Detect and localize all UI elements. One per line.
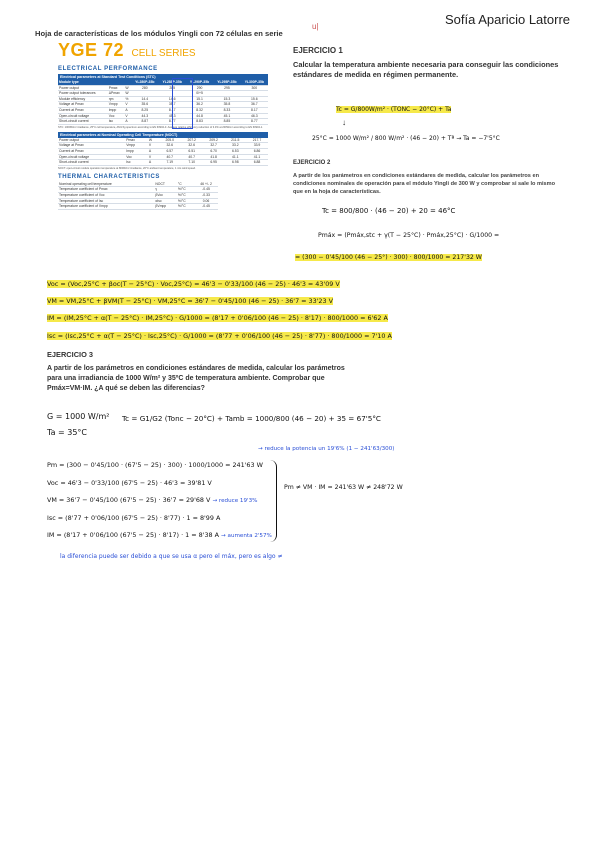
noct-cell: Isc	[125, 160, 148, 166]
stc-table	[58, 80, 268, 125]
ex2-voc-value: Voc = (Voc,25°C + βoc(T − 25°C) · Voc,25°C) = 46'3 − 0'33/100 (46 − 25) · 46'3 = 43'09 V	[47, 280, 340, 288]
thermal-cell: -0.33	[194, 192, 218, 198]
noct-cell: 7.10	[181, 160, 203, 166]
noct-cell: 211.5	[225, 138, 246, 143]
stc-cell: YL300P-35b	[241, 80, 268, 85]
stc-cell: 45.3	[158, 113, 185, 119]
stc-cell: 300	[241, 85, 268, 91]
noct-cell: 6.88	[246, 160, 268, 166]
noct-cell: Power output	[58, 138, 125, 143]
noct-cell: 6.70	[203, 148, 225, 154]
noct-cell: 40.7	[159, 154, 181, 160]
ex2-im-value: IM = (IM,25°C + α(T − 25°C) · IM,25°C) · G/1000 = (8'17 + 0'06/100 (46 − 25) · 8'17) · 800/1000 = 6'62 A	[47, 314, 388, 322]
noct-cell: 41.1	[225, 154, 246, 160]
ex3-voc-line: Voc = 46'3 − 0'33/100 (67'5 − 25) · 46'3 = 39'81 V	[47, 479, 212, 487]
stc-cell: V	[124, 102, 131, 108]
brand-title: YGE 72	[58, 40, 125, 60]
stc-cell: Module type	[58, 80, 108, 85]
stc-cell: Vmpp	[108, 102, 125, 108]
noct-cell: 6.98	[225, 160, 246, 166]
thermal-cell: 46 +/- 2	[194, 182, 218, 187]
thermal-cell: αIsc	[154, 198, 177, 204]
stc-cell: A	[124, 107, 131, 113]
stc-cell: 15.3	[213, 96, 240, 102]
noct-cell: 6.57	[159, 148, 181, 154]
noct-cell: V	[148, 154, 159, 160]
stc-cell: Module efficiency	[58, 96, 108, 102]
thermal-cell: NOCT	[154, 182, 177, 187]
noct-cell: 32.6	[159, 143, 181, 149]
stc-cell: W	[124, 91, 131, 97]
noct-row	[58, 160, 268, 166]
noct-cell: 217.7	[246, 138, 268, 143]
stc-cell: Voc	[108, 113, 125, 119]
brand-series: CELL SERIES	[131, 48, 196, 59]
stc-cell: Impp	[108, 107, 125, 113]
ex2-voc-line	[47, 280, 340, 288]
ex3-given-temp: Ta = 35°C	[47, 428, 88, 437]
noct-cell: 209.2	[203, 138, 225, 143]
stc-cell: 290	[186, 85, 213, 91]
ex3-vm-note: → reduce 19'3%	[212, 498, 258, 504]
thermal-cell: -0.45	[194, 204, 218, 210]
noct-cell: Open-circuit voltage	[58, 154, 125, 160]
ex3-title: EJERCICIO 3	[47, 350, 94, 359]
noct-cell: 41.1	[246, 154, 268, 160]
stc-cell: 14.4	[131, 96, 158, 102]
ex2-pmax-result	[295, 254, 482, 261]
noct-cell: 32.7	[203, 143, 225, 149]
stc-cell: 0/+5	[186, 91, 213, 97]
thermal-cell: %/°C	[177, 187, 194, 193]
noct-cell: 205.0	[159, 138, 181, 143]
ex3-brace	[270, 460, 277, 542]
electrical-section-title: ELECTRICAL PERFORMANCE	[58, 66, 158, 72]
thermal-cell: %/°C	[177, 198, 194, 204]
stc-cell: 285	[158, 85, 185, 91]
noct-table	[58, 138, 268, 166]
ex1-title: EJERCICIO 1	[293, 46, 343, 55]
stc-cell: 8.85	[213, 119, 240, 125]
noct-cell: 41.8	[203, 154, 225, 160]
stc-cell: YL290P-35b	[186, 80, 213, 85]
stc-cell: 8.83	[186, 119, 213, 125]
thermal-cell: -0.45	[194, 187, 218, 193]
ex1-formula-text: Tc = G/800W/m² · (TONC − 20°C) + Ta	[336, 106, 452, 113]
stc-cell: 44.8	[186, 113, 213, 119]
thermal-table	[58, 182, 218, 210]
noct-note: NOCT: open-circuit module operation temperature at 800W/m² irradiance, 20°C ambient temperature, 1 m/s wind speed.	[58, 166, 196, 170]
ex3-tc-line: Tc = G1/G2 (Tonc − 20°C) + Tamb = 1000/800 (46 − 20) + 35 = 67'5°C	[122, 414, 381, 423]
thermal-cell: Nominal operating cell temperature	[58, 182, 154, 187]
stc-cell: ηm	[108, 96, 125, 102]
stc-cell: YL280P-35b	[131, 80, 158, 85]
noct-cell: Voltage at Pmax	[58, 143, 125, 149]
datasheet-heading: Hoja de características de los módulos Yingli con 72 células en serie	[35, 29, 283, 38]
stc-cell: 8.32	[186, 107, 213, 113]
ex3-im-line	[47, 531, 272, 539]
noct-cell: 33.2	[225, 143, 246, 149]
stc-cell: Open-circuit voltage	[58, 113, 108, 119]
noct-cell: V	[148, 143, 159, 149]
stc-cell: %	[124, 96, 131, 102]
stc-cell: 36.2	[186, 102, 213, 108]
ex2-vm-value: VM = VM,25°C + βVM(T − 25°C) · VM,25°C = 36'7 − 0'45/100 (46 − 25) · 36'7 = 33'23 V	[47, 297, 333, 305]
thermal-cell: %/°C	[177, 192, 194, 198]
stc-cell: V	[124, 113, 131, 119]
stc-cell: 15.6	[241, 96, 268, 102]
ex3-conclusion: la diferencia puede ser debido a que se usa α pero el máx, pero es algo ≠	[60, 553, 283, 560]
ex3-isc-line: Isc = (8'77 + 0'06/100 (67'5 − 25) · 8'77) · 1 = 8'99 A	[47, 514, 221, 522]
stc-cell: 8.25	[131, 107, 158, 113]
ex2-tc-line: Tc = 800/800 · (46 − 20) + 20 = 46°C	[322, 207, 456, 215]
ex3-im-text: IM = (8'17 + 0'06/100 (67'5 − 25) · 8'17) · 1 = 8'38 A	[47, 531, 219, 539]
stc-cell: 8.17	[158, 107, 185, 113]
stc-cell: A	[124, 119, 131, 125]
ex3-vm-line	[47, 496, 257, 504]
stc-cell: 46.3	[241, 113, 268, 119]
ex2-title: EJERCICIO 2	[293, 160, 331, 166]
stc-cell: Isc	[108, 119, 125, 125]
stc-cell: Current at Pmax	[58, 107, 108, 113]
noct-cell: Current at Pmax	[58, 148, 125, 154]
noct-cell: W	[148, 138, 159, 143]
ex3-given-irradiance: G = 1000 W/m²	[47, 412, 110, 421]
stc-cell: 8.17	[241, 107, 268, 113]
thermal-cell: %/°C	[177, 204, 194, 210]
ex3-pm-line: Pm = (300 − 0'45/100 · (67'5 − 25) · 300) · 1000/1000 = 241'63 W	[47, 461, 263, 469]
stc-cell: 295	[213, 85, 240, 91]
stc-cell: 44.3	[131, 113, 158, 119]
ex2-pmax-line: Pmáx = (Pmáx,stc + γ(T − 25°C) · Pmáx,25°C) · G/1000 =	[318, 232, 500, 239]
thermal-cell: °C	[177, 182, 194, 187]
noct-cell: A	[148, 160, 159, 166]
thermal-section-title: THERMAL CHARACTERISTICS	[58, 173, 161, 180]
ex2-question: A partir de los parámetros en condiciones estándares de medida, calcular los parámetros en condiciones nominales de operación para el módulo Yingli de 300 W y comprobar si sale lo mismo que en la hoja de características.	[293, 173, 556, 195]
stc-cell: 15.1	[186, 96, 213, 102]
stc-cell: Power output	[58, 85, 108, 91]
stc-cell: 8.87	[131, 119, 158, 125]
ex2-isc-value: Isc = (Isc,25°C + α(T − 25°C) · Isc,25°C) · G/1000 = (8'77 + 0'06/100 (46 − 25) · 8'77) · 800/1000 = 7'10 A	[47, 332, 392, 340]
ex1-calculation: 25°C = 1000 W/m² / 800 W/m² · (46 − 20) + Tª → Ta = −7'5°C	[312, 135, 500, 142]
stc-cell: Voltage at Pmax	[58, 102, 108, 108]
noct-cell: 6.51	[181, 148, 203, 154]
noct-cell: A	[148, 148, 159, 154]
ex2-isc-line	[47, 332, 392, 340]
stc-row	[58, 119, 268, 125]
noct-cell: Voc	[125, 154, 148, 160]
thermal-cell: Temperature coefficient of Voc	[58, 192, 154, 198]
ex2-vm-line	[47, 297, 333, 305]
stc-cell: 35.8	[213, 102, 240, 108]
ex1-question: Calcular la temperatura ambiente necesaria para conseguir las condiciones estándares de medida en régimen permanente.	[293, 60, 559, 79]
noct-cell: Pmax	[125, 138, 148, 143]
ex3-power-reduction-note: → reduce la potencia un 19'6% (1 − 241'63/300)	[258, 446, 395, 452]
stc-cell: 8.33	[213, 107, 240, 113]
noct-cell: Short-circuit current	[58, 160, 125, 166]
stc-cell: 8.77	[158, 119, 185, 125]
noct-cell: 207.2	[181, 138, 203, 143]
stc-cell: 8.77	[241, 119, 268, 125]
stc-cell: 36.7	[241, 102, 268, 108]
author-name: Sofía Aparicio Latorre	[445, 12, 571, 27]
thermal-cell: Temperature coefficient of Pmax	[58, 187, 154, 193]
ex1-arrow: ↓	[342, 118, 346, 127]
noct-cell: 33.9	[246, 143, 268, 149]
stc-cell: 280	[131, 85, 158, 91]
datasheet-brand-row	[58, 40, 268, 62]
stc-note: STC: 1000W/m² irradiance, 25°C cell temperature, AM1.5g spectrum according to EN 60904-3. Average relative efficiency reduction of 3.3% at 200W/m² according to EN 60904-1.	[58, 125, 263, 129]
noct-cell: 32.6	[181, 143, 203, 149]
thermal-cell: Temperature coefficient of Isc	[58, 198, 154, 204]
noct-cell: Impp	[125, 148, 148, 154]
noct-cell: Vmpp	[125, 143, 148, 149]
ex3-vm-text: VM = 36'7 − 0'45/100 (67'5 − 25) · 36'7 = 29'68 V	[47, 496, 211, 504]
stc-cell: Short-circuit current	[58, 119, 108, 125]
thermal-cell: βVmpp	[154, 204, 177, 210]
ex1-formula	[336, 106, 451, 113]
thermal-cell: Temperature coefficient of Vmpp	[58, 204, 154, 210]
thermal-cell: γ	[154, 187, 177, 193]
ex3-check-line: Pm ≠ VM · IM = 241'63 W ≠ 248'72 W	[284, 484, 403, 491]
ex3-im-note: → aumenta 2'57%	[221, 533, 272, 539]
stc-cell: Power output tolerances	[58, 91, 108, 97]
thermal-row	[58, 204, 218, 210]
ex3-question: A partir de los parámetros en condiciones estándares de medida, calcular los parámetros para una irradiancia de 1000 W/m² y 35ºC de temperatura ambiente. Comprobar que Pmáx=VM·IM. ¿A qué se deben las diferencias?	[47, 365, 345, 392]
stc-cell: YL295P-35b	[213, 80, 240, 85]
stc-cell: 35.7	[158, 102, 185, 108]
thermal-cell: βVoc	[154, 192, 177, 198]
stc-cell: W	[124, 85, 131, 91]
noct-cell: 40.7	[181, 154, 203, 160]
stc-table-title: Electrical parameters at Standard Test Conditions (STC)	[58, 74, 268, 80]
noct-cell: 6.86	[246, 148, 268, 154]
noct-cell: 6.95	[203, 160, 225, 166]
thermal-cell: 0.06	[194, 198, 218, 204]
stc-cell: YL285P-35b	[158, 80, 185, 85]
noct-cell: 7.19	[159, 160, 181, 166]
datasheet	[58, 40, 268, 210]
noct-cell: 6.53	[225, 148, 246, 154]
stc-cell: 14.6	[158, 96, 185, 102]
stc-cell: 35.6	[131, 102, 158, 108]
stc-column-highlight	[172, 78, 193, 129]
stc-cell: ΔPmax	[108, 91, 125, 97]
page-mark: u|	[312, 22, 319, 31]
stc-cell: 45.1	[213, 113, 240, 119]
noct-table-title: Electrical parameters at Nominal Operating Cell Temperature (NOCT)	[58, 132, 268, 138]
ex2-im-line	[47, 314, 388, 322]
ex2-pmax-value: = (300 − 0'45/100 (46 − 25°) · 300) · 800/1000 = 217'32 W	[295, 254, 482, 261]
stc-cell: Pmax	[108, 85, 125, 91]
